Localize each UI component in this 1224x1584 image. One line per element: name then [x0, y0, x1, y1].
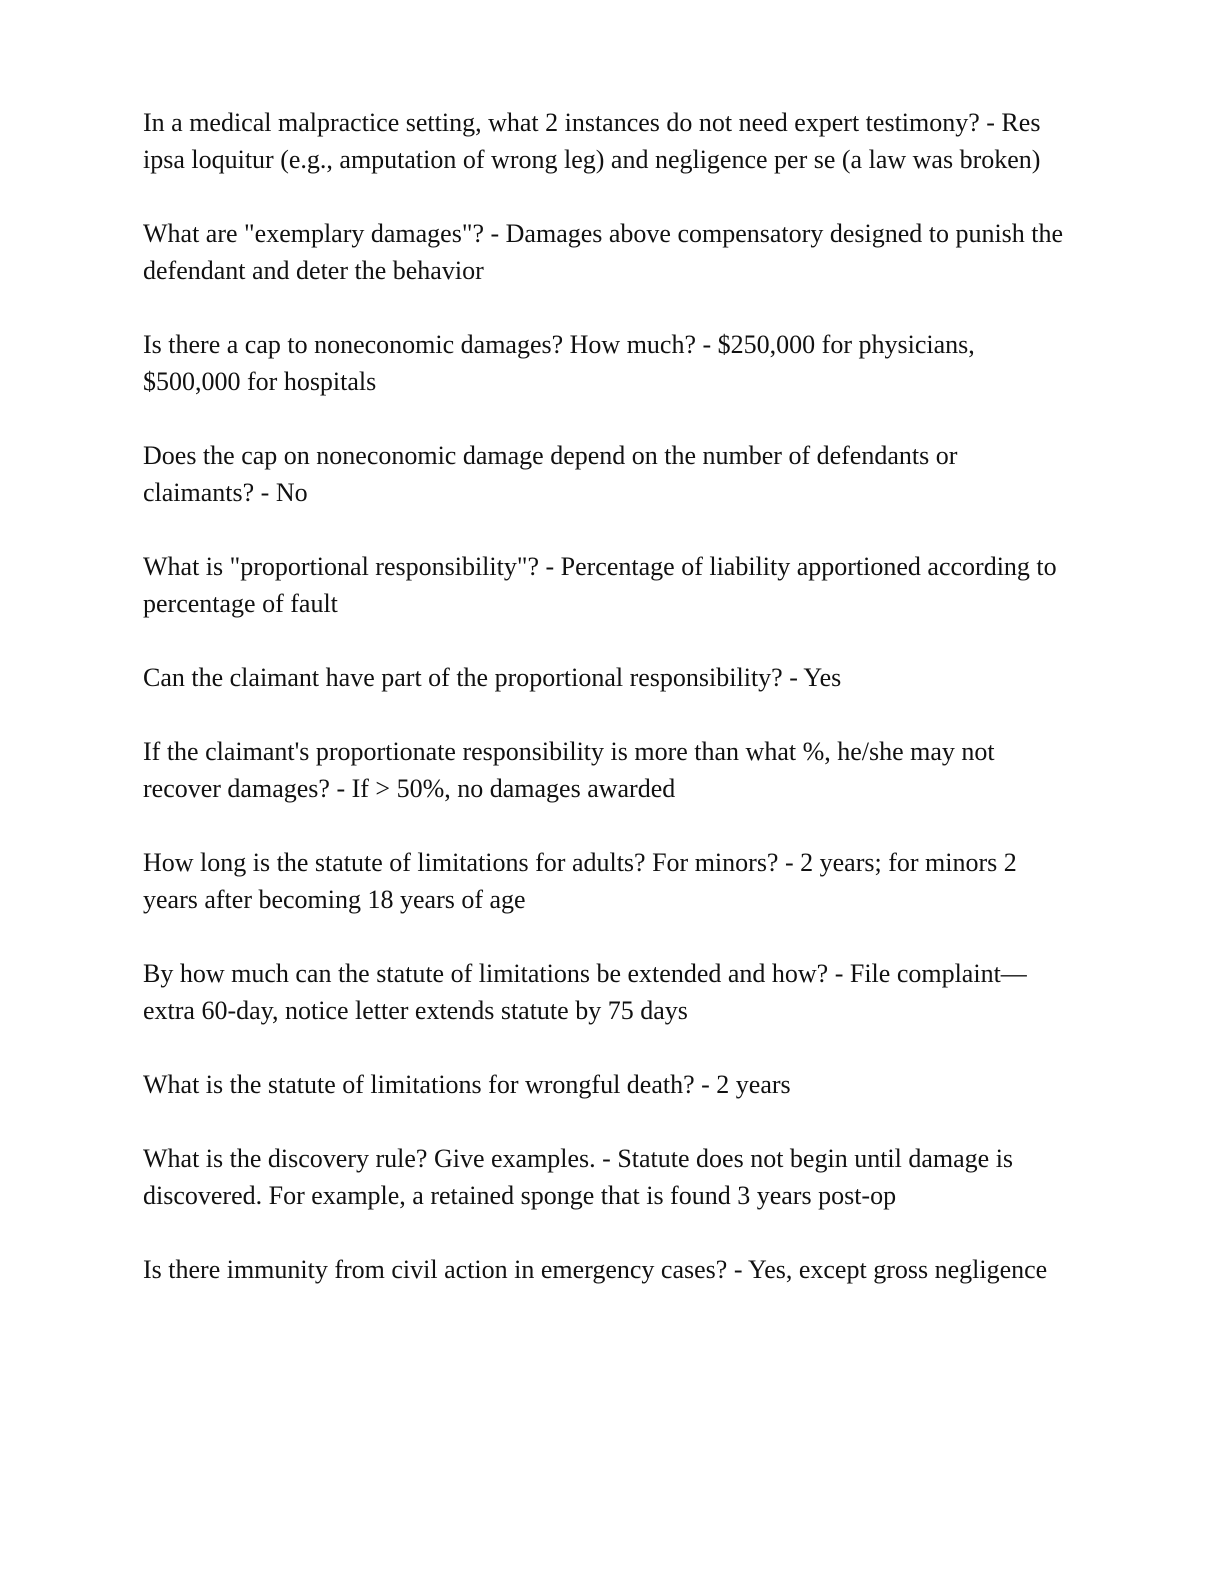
qa-item-exemplary-damages: What are "exemplary damages"? - Damages above compensatory designed to punish the defendant and deter the behavior — [143, 219, 1064, 285]
qa-item-claimant-responsibility: Can the claimant have part of the proportional responsibility? - Yes — [143, 663, 842, 692]
qa-item-proportional-responsibility: What is "proportional responsibility"? - Percentage of liability apportioned according to percentage of fault — [143, 552, 1057, 618]
qa-item-expert-testimony: In a medical malpractice setting, what 2 instances do not need expert testimony? - Res ipsa loquitur (e.g., amputation of wrong leg) and negligence per se (a law was broken) — [143, 108, 1041, 174]
qa-item-discovery-rule: What is the discovery rule? Give examples. - Statute does not begin until damage is discovered. For example, a retained sponge that is found 3 years post-op — [143, 1144, 1014, 1210]
qa-item-responsibility-threshold: If the claimant's proportionate responsibility is more than what %, he/she may not recover damages? - If > 50%, no damages awarded — [143, 737, 995, 803]
qa-list — [143, 104, 1073, 1325]
qa-item-cap-dependence: Does the cap on noneconomic damage depend on the number of defendants or claimants? - No — [143, 441, 958, 507]
qa-item-wrongful-death: What is the statute of limitations for wrongful death? - 2 years — [143, 1070, 791, 1099]
qa-item-statute-limitations: How long is the statute of limitations for adults? For minors? - 2 years; for minors 2 years after becoming 18 years of age — [143, 848, 1017, 914]
qa-item-statute-extension: By how much can the statute of limitations be extended and how? - File complaint—extra 60-day, notice letter extends statute by 75 days — [143, 959, 1027, 1025]
qa-item-emergency-immunity: Is there immunity from civil action in emergency cases? - Yes, except gross negligence — [143, 1255, 1048, 1284]
qa-item-noneconomic-cap: Is there a cap to noneconomic damages? How much? - $250,000 for physicians, $500,000 for hospitals — [143, 330, 975, 396]
